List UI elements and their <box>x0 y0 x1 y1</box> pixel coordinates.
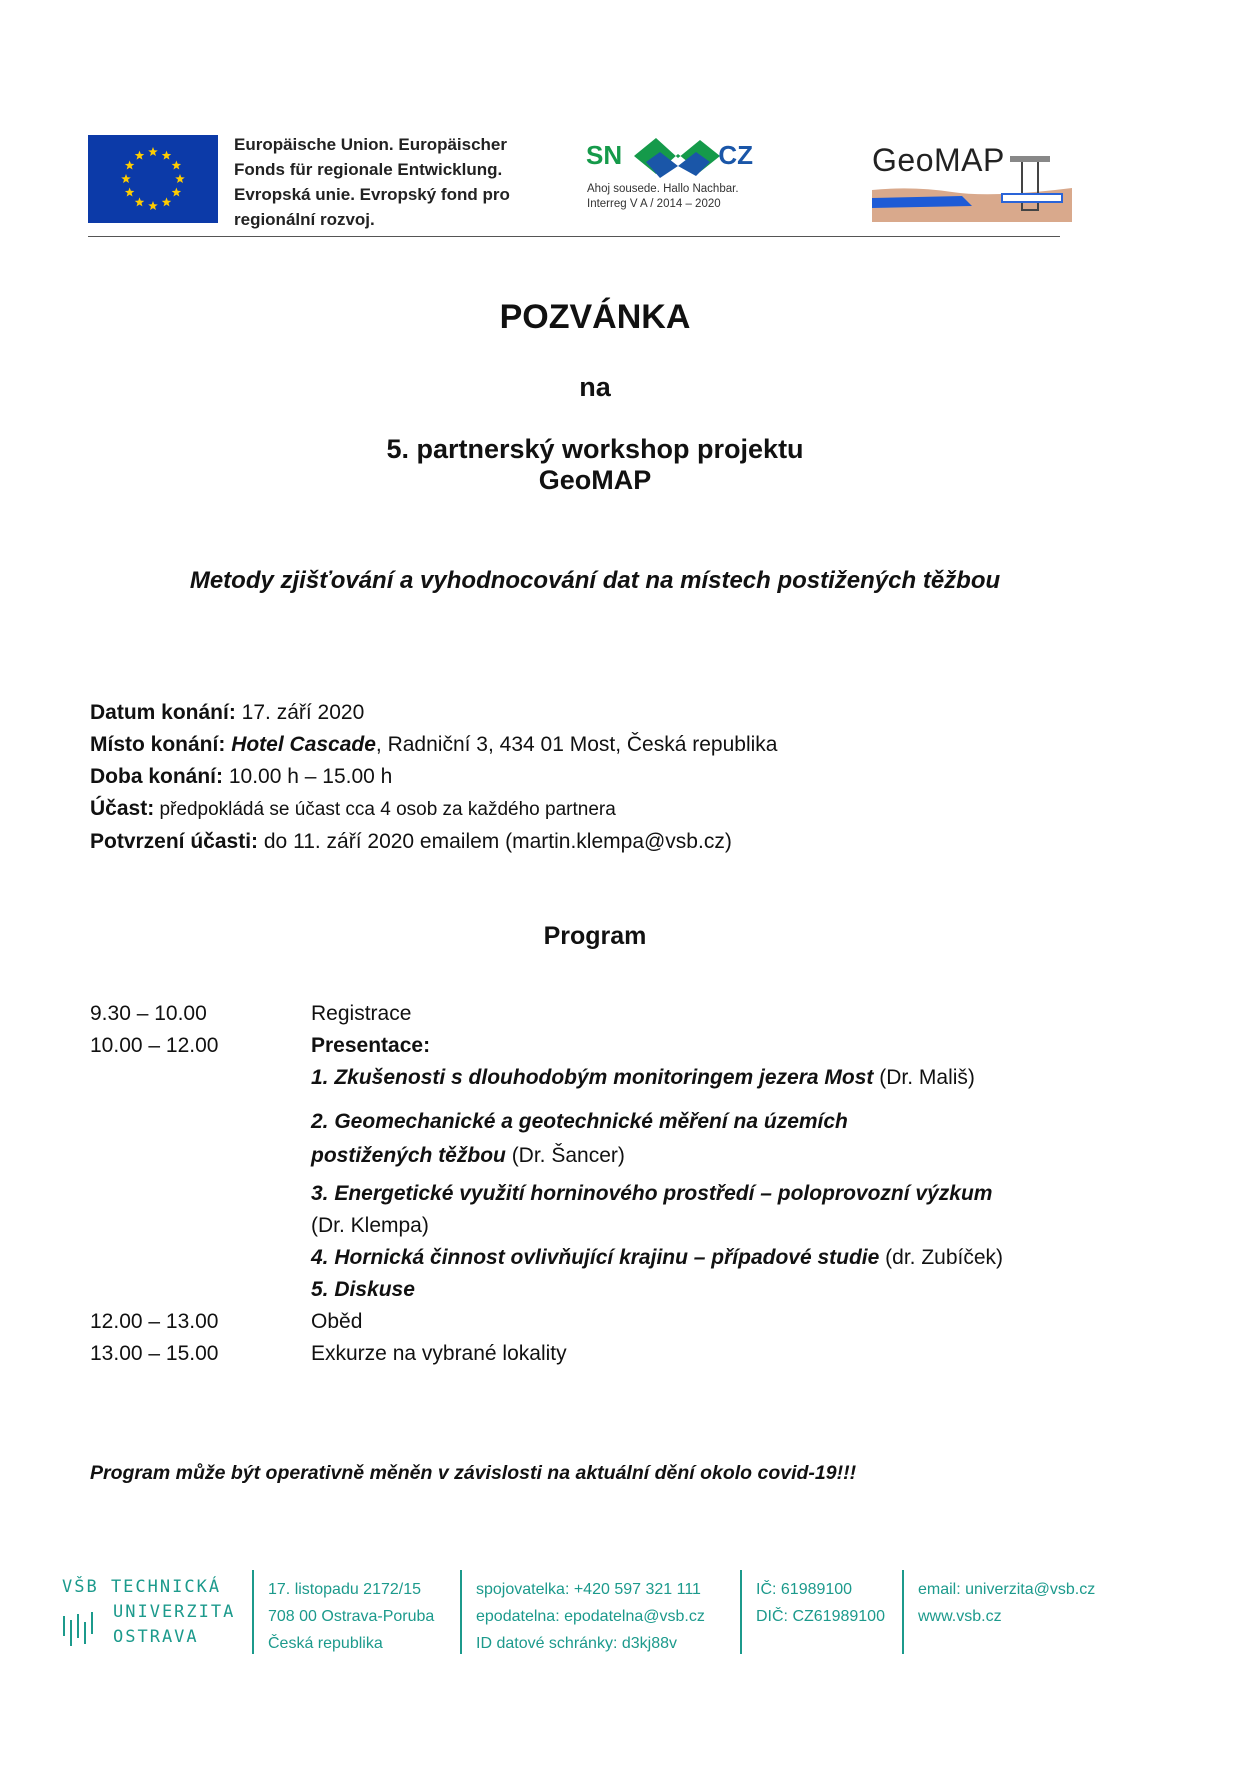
presentation-title: postižených těžbou <box>311 1144 506 1167</box>
vsb-logo-line: VŠB TECHNICKÁ <box>62 1577 222 1597</box>
footer-divider <box>740 1570 742 1654</box>
presentation-title: 1. Zkušenosti s dlouhodobým monitoringem jezera Most <box>311 1066 874 1089</box>
info-participation-value: předpokládá se účast cca 4 osob za každého partnera <box>154 799 616 820</box>
footer-email-link[interactable]: email: univerzita@vsb.cz <box>918 1581 1096 1598</box>
info-date <box>90 697 777 729</box>
eu-star-icon <box>172 161 182 170</box>
footer-divider <box>252 1570 254 1654</box>
geomap-logo <box>872 142 1072 222</box>
program-time: 10.00 – 12.00 <box>90 1034 219 1057</box>
footer-divider <box>460 1570 462 1654</box>
footer-address-line: 708 00 Ostrava-Poruba <box>268 1608 435 1625</box>
info-place-hotel: Hotel Cascade <box>231 733 376 756</box>
eu-star-icon <box>125 161 135 170</box>
vsb-logo-line: UNIVERZITA <box>113 1602 236 1622</box>
eu-star-icon <box>121 174 131 183</box>
footer-contacts <box>476 1576 705 1657</box>
eu-fund-text <box>234 132 534 232</box>
info-duration-value: 10.00 h – 15.00 h <box>223 765 393 788</box>
program-time: 9.30 – 10.00 <box>90 1002 207 1025</box>
program-time: 13.00 – 15.00 <box>90 1342 219 1365</box>
eu-text-line: Evropská unie. Evropský fond pro <box>234 185 510 204</box>
geomap-terrain-icon <box>872 150 1072 222</box>
geomap-logo-text: GeoMAP <box>872 142 1005 178</box>
info-duration-label: Doba konání: <box>90 765 224 788</box>
info-participation-label: Účast: <box>90 797 155 820</box>
presentation-speaker: (Dr. Šancer) <box>505 1144 625 1167</box>
presentation-item <box>311 1182 992 1206</box>
footer-address-line: Česká republika <box>268 1635 383 1652</box>
info-place-label: Místo konání: <box>90 733 226 756</box>
program-activity: Presentace: <box>311 1034 431 1057</box>
info-confirm <box>90 826 777 858</box>
presentation-item <box>311 1110 848 1134</box>
header-divider <box>88 236 1060 237</box>
eu-star-icon <box>172 188 182 197</box>
presentation-speaker: (dr. Zubíček) <box>879 1246 1004 1269</box>
presentation-item <box>311 1066 975 1090</box>
workshop-subtitle: Metody zjišťování a vyhodnocování dat na místech postižených těžbou <box>189 567 1001 594</box>
footer-epodatelna-link[interactable]: epodatelna: epodatelna@vsb.cz <box>476 1608 705 1625</box>
presentation-item <box>311 1246 1003 1270</box>
footer-address-line: 17. listopadu 2172/15 <box>268 1581 422 1598</box>
info-participation <box>90 793 777 826</box>
eu-text-line: Fonds für regionale Entwicklung. <box>234 160 503 179</box>
presentation-title: 3. Energetické využití horninového prostředí – poloprovozní výzkum <box>311 1182 993 1205</box>
eu-text-line: regionální rozvoj. <box>234 210 375 229</box>
eu-star-icon <box>148 147 158 156</box>
sncz-sn-text: SN <box>586 140 623 170</box>
footer-ic: IČ: 61989100 <box>756 1581 853 1598</box>
event-info <box>90 697 777 858</box>
sncz-tagline: Interreg V A / 2014 – 2020 <box>587 198 721 210</box>
info-date-value: 17. září 2020 <box>235 701 365 724</box>
eu-stars-icon <box>88 135 218 223</box>
program-activity: Exkurze na vybrané lokality <box>311 1342 567 1365</box>
info-date-label: Datum konání: <box>90 701 236 724</box>
program-title: Program <box>543 922 647 950</box>
info-confirm-value: do 11. září 2020 emailem (martin.klempa@vsb.cz) <box>258 830 732 853</box>
presentation-title: 5. Diskuse <box>311 1278 415 1301</box>
presentation-item <box>311 1144 625 1168</box>
eu-star-icon <box>135 151 145 160</box>
program-activity: Registrace <box>311 1002 412 1025</box>
eu-star-icon <box>125 188 135 197</box>
eu-star-icon <box>135 197 145 206</box>
info-duration <box>90 761 777 793</box>
invitation-title: POZVÁNKA <box>499 298 691 336</box>
vsb-logo-line: OSTRAVA <box>113 1627 199 1647</box>
info-place <box>90 729 777 761</box>
program-time: 12.00 – 13.00 <box>90 1310 219 1333</box>
eu-star-icon <box>175 174 185 183</box>
presentation-speaker: (Dr. Mališ) <box>873 1066 975 1089</box>
info-place-address: , Radniční 3, 434 01 Most, Česká republika <box>375 733 778 756</box>
eu-text-line: Europäische Union. Europäischer <box>234 135 508 154</box>
sncz-wave-icon <box>632 132 722 180</box>
workshop-title-line1: 5. partnerský workshop projektu <box>386 434 804 464</box>
sncz-cz-text: CZ <box>718 140 753 170</box>
footer-web <box>918 1576 1095 1630</box>
eu-star-icon <box>162 197 172 206</box>
footer-ids <box>756 1576 885 1630</box>
invitation-na: na <box>579 372 611 402</box>
sncz-tagline: Ahoj sousede. Hallo Nachbar. <box>587 183 739 195</box>
presentation-speaker: (Dr. Klempa) <box>311 1214 429 1237</box>
eu-star-icon <box>148 201 158 210</box>
footer-dic: DIČ: CZ61989100 <box>756 1608 885 1625</box>
footer-address <box>268 1576 434 1657</box>
interreg-sncz-logo <box>586 128 771 228</box>
vsb-bars-icon <box>62 1608 98 1648</box>
workshop-title-line2: GeoMAP <box>538 465 652 495</box>
footer-website-link[interactable]: www.vsb.cz <box>918 1608 1002 1625</box>
info-confirm-label: Potvrzení účasti: <box>90 830 259 853</box>
eu-star-icon <box>162 151 172 160</box>
footer-phone: spojovatelka: +420 597 321 111 <box>476 1581 701 1598</box>
footer-divider <box>902 1570 904 1654</box>
presentation-title: 4. Hornická činnost ovlivňující krajinu – případové studie <box>311 1246 880 1269</box>
eu-flag-logo <box>88 135 218 223</box>
presentation-title: 2. Geomechanické a geotechnické měření na územích <box>311 1110 848 1133</box>
footer-databox: ID datové schránky: d3kj88v <box>476 1635 677 1652</box>
program-change-note: Program může být operativně měněn v závislosti na aktuální dění okolo covid-19!!! <box>90 1462 857 1484</box>
program-activity: Oběd <box>311 1310 363 1333</box>
